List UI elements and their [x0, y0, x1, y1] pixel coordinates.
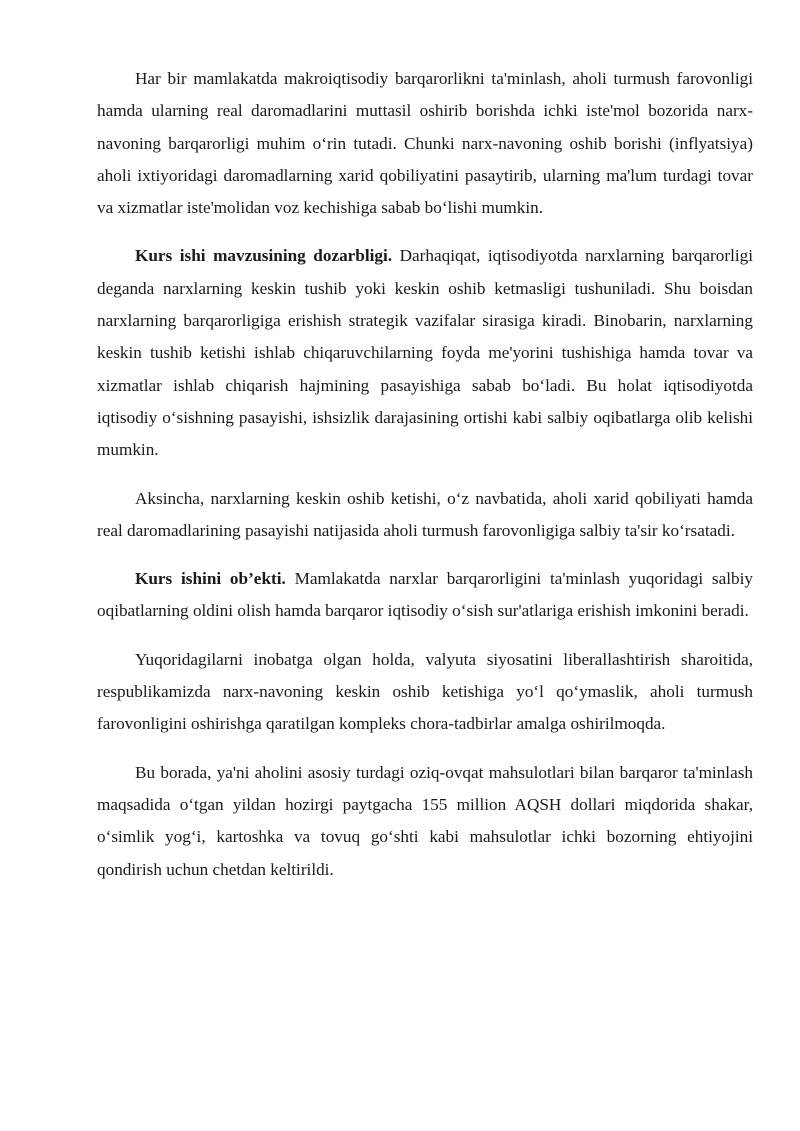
paragraph-text: Darhaqiqat, iqtisodiyotda narxlarning barqarorligi deganda narxlarning keskin tushib yoki keskin oshib ketmasligi tushuniladi. Shu boisdan narxlarning barqarorligiga erishish strategik vazifalar sirasiga kiradi. Binobarin, narxlarning keskin tushib ketishi ishlab chiqaruvchilarning foyda me'yorini tushishiga hamda tovar va xizmatlar ishlab chiqarish hajmining pasayishiga sabab bo‘ladi. Bu holat iqtisodiyotda iqtisodiy o‘sishning pasayishi, ishsizlik darajasining ortishi kabi salbiy oqibatlarga olib kelishi mumkin.	[97, 246, 754, 460]
paragraph-text: Har bir mamlakatda makroiqtisodiy barqarorlikni ta'minlash, aholi turmush farovonligi hamda ularning real daromadlarini muttasil oshirib borishda ichki iste'mol bozorida narx-navoning barqarorligi muhim o‘rin tutadi. Chunki narx-navoning oshib borishi (inflyatsiya) aholi ixtiyoridagi daromadlarning xarid qobiliyatini pasaytirib, ularning ma'lum turdagi tovar va xizmatlar iste'molidan voz kechishiga sabab bo‘lishi mumkin.	[97, 69, 753, 218]
paragraph-text: Mamlakatda narxlar barqarorligini ta'minlash yuqoridagi salbiy oqibatlarning oldini olish hamda barqaror iqtisodiy o‘sish sur'atlariga erishish imkonini beradi.	[97, 569, 753, 621]
paragraph-heading-object: Kurs ishini ob’ekti.	[135, 569, 286, 589]
paragraph-text: Bu borada, ya'ni aholini asosiy turdagi oziq-ovqat mahsulotlari bilan barqaror ta'minlash maqsadida o‘tgan yildan hozirgi paytgacha 155 million AQSH dollari miqdorida shakar, o‘simlik yog‘i, kartoshka va tovuq go‘shti kabi mahsulotlar ichki bozorning ehtiyojini qondirish uchun chetdan keltirildi.	[97, 762, 753, 879]
paragraph-object	[97, 563, 753, 628]
document-body	[97, 63, 753, 902]
paragraph-heading-relevance: Kurs ishi mavzusining dozarbligi.	[135, 246, 393, 266]
paragraph-conversely	[97, 483, 753, 548]
paragraph-imports	[97, 757, 753, 886]
paragraph-text: Aksincha, narxlarning keskin oshib ketishi, o‘z navbatida, aholi xarid qobiliyati hamda real daromadlarining pasayishi natijasida aholi turmush farovonligiga salbiy ta'sir ko‘rsatadi.	[97, 488, 753, 540]
paragraph-relevance	[97, 240, 753, 466]
paragraph-intro	[97, 63, 753, 224]
paragraph-text: Yuqoridagilarni inobatga olgan holda, valyuta siyosatini liberallashtirish sharoitida, respublikamizda narx-navoning keskin oshib ketishiga yo‘l qo‘ymaslik, aholi turmush farovonligini oshirishga qaratilgan kompleks chora-tadbirlar amalga oshirilmoqda.	[97, 649, 753, 734]
paragraph-measures	[97, 644, 753, 741]
